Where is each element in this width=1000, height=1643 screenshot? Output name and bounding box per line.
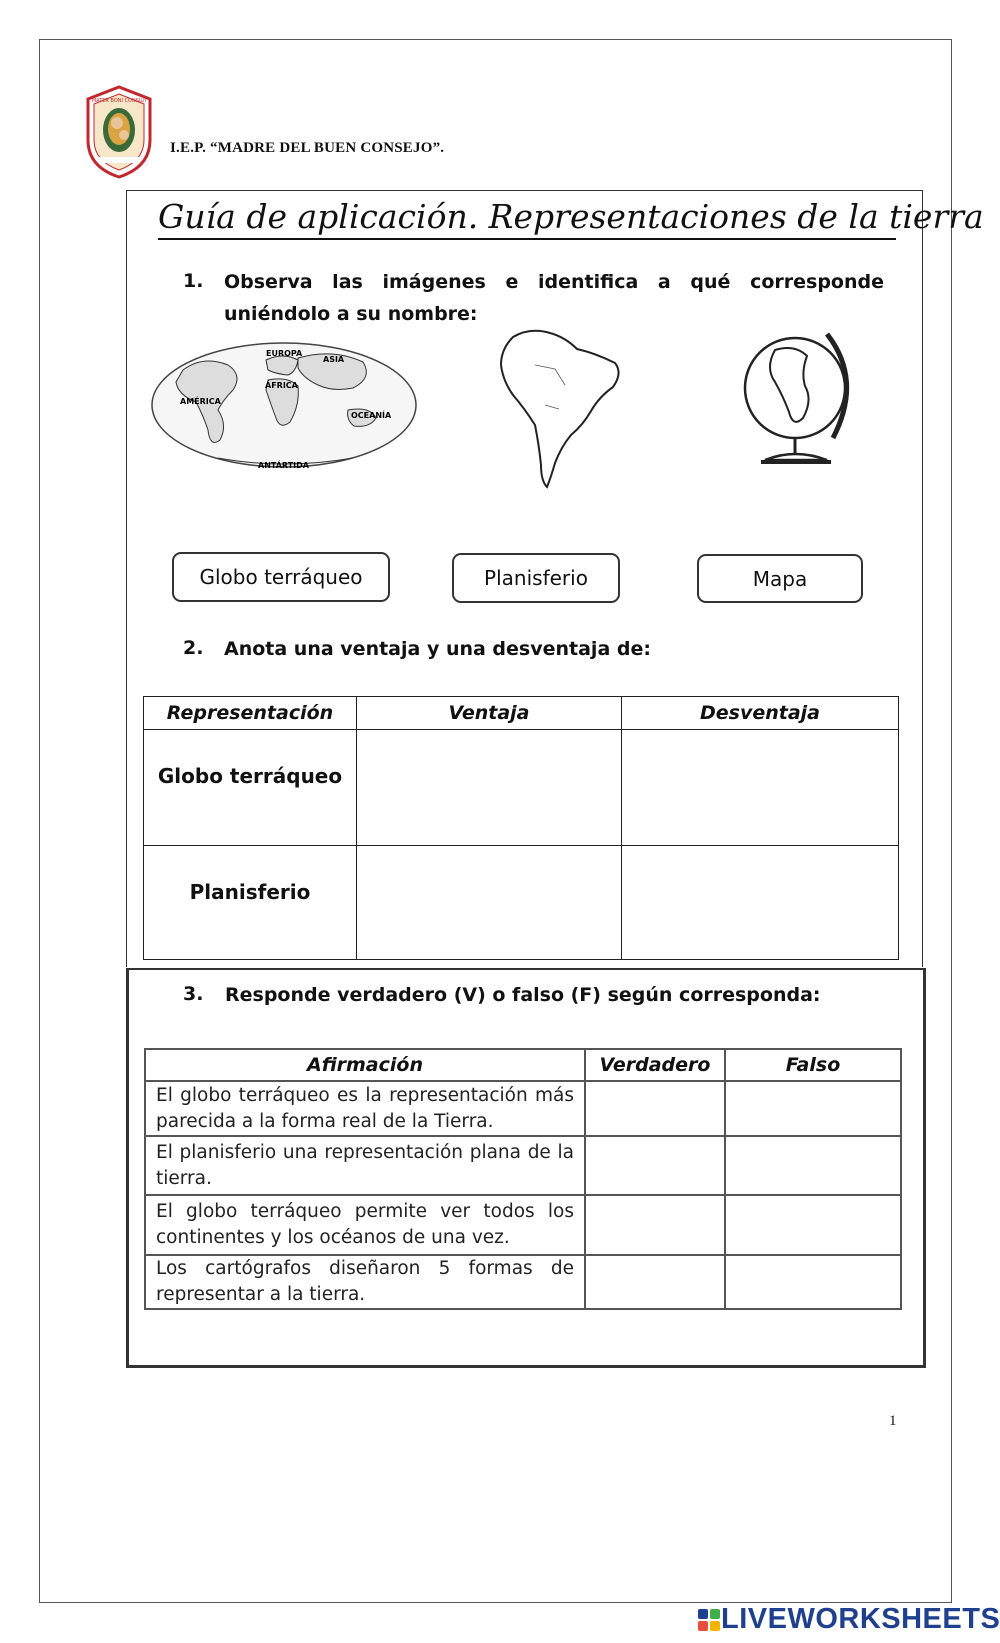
school-crest-logo	[84, 85, 154, 180]
question-2-text: Anota una ventaja y una desventaja de:	[224, 638, 651, 660]
row-label-globo: Globo terráqueo	[144, 730, 357, 846]
question-3-text: Responde verdadero (V) o falso (F) según corresponda:	[225, 984, 821, 1006]
map-label-oceania: OCEANÍA	[351, 411, 392, 420]
option-planisferio[interactable]: Planisferio	[452, 553, 620, 603]
verdadero-cell-2[interactable]	[585, 1136, 725, 1195]
question-3-number: 3.	[183, 983, 204, 1005]
verdadero-cell-1[interactable]	[585, 1081, 725, 1136]
worksheet-title: Guía de aplicación. Representaciones de la tierra	[158, 196, 896, 240]
question-1-text: Observa las imágenes e identifica a qué corresponde uniéndolo a su nombre:	[224, 271, 884, 325]
desventaja-globo-cell[interactable]	[622, 730, 899, 846]
falso-cell-2[interactable]	[725, 1136, 901, 1195]
option-globo-terraqueo[interactable]: Globo terráqueo	[172, 552, 390, 602]
row-label-planisferio: Planisferio	[144, 846, 357, 960]
liveworksheets-logo	[697, 1603, 1000, 1636]
falso-cell-3[interactable]	[725, 1195, 901, 1255]
desventaja-planisferio-cell[interactable]	[622, 846, 899, 960]
header-falso: Falso	[725, 1049, 901, 1081]
map-label-europa: EUROPA	[266, 349, 303, 358]
header-representacion: Representación	[144, 697, 357, 730]
statement-4: Los cartógrafos diseñaron 5 formas de representar a la tierra.	[145, 1255, 585, 1309]
liveworksheets-brand: LIVEWORKSHEETS	[721, 1603, 1000, 1635]
question-1-number: 1.	[183, 270, 204, 292]
statement-2: El planisferio una representación plana de la tierra.	[145, 1136, 585, 1195]
header-afirmacion: Afirmación	[145, 1049, 585, 1081]
falso-cell-4[interactable]	[725, 1255, 901, 1309]
map-label-africa: ÁFRICA	[265, 381, 298, 390]
ventaja-planisferio-cell[interactable]	[357, 846, 622, 960]
advantages-table	[143, 696, 899, 960]
ventaja-globo-cell[interactable]	[357, 730, 622, 846]
map-label-america: AMÉRICA	[180, 397, 221, 406]
globe-image	[735, 320, 865, 480]
planisphere-image	[148, 330, 428, 482]
map-label-antartida: ANTÁRTIDA	[258, 461, 309, 470]
page-number: 1	[889, 1413, 897, 1429]
liveworksheets-icon	[697, 1608, 721, 1632]
verdadero-cell-3[interactable]	[585, 1195, 725, 1255]
map-label-asia: ASIA	[323, 355, 345, 364]
header-ventaja: Ventaja	[357, 697, 622, 730]
statement-3: El globo terráqueo permite ver todos los continentes y los océanos de una vez.	[145, 1195, 585, 1255]
verdadero-cell-4[interactable]	[585, 1255, 725, 1309]
question-2-number: 2.	[183, 637, 204, 659]
falso-cell-1[interactable]	[725, 1081, 901, 1136]
true-false-table	[144, 1048, 902, 1310]
south-america-map-image	[495, 325, 635, 495]
option-mapa[interactable]: Mapa	[697, 554, 863, 603]
school-name: I.E.P. “MADRE DEL BUEN CONSEJO”.	[170, 140, 445, 156]
header-verdadero: Verdadero	[585, 1049, 725, 1081]
statement-1: El globo terráqueo es la representación más parecida a la forma real de la Tierra.	[145, 1081, 585, 1136]
svg-text:MATER BONI CONSILII: MATER BONI CONSILII	[91, 98, 147, 104]
header-desventaja: Desventaja	[622, 697, 899, 730]
